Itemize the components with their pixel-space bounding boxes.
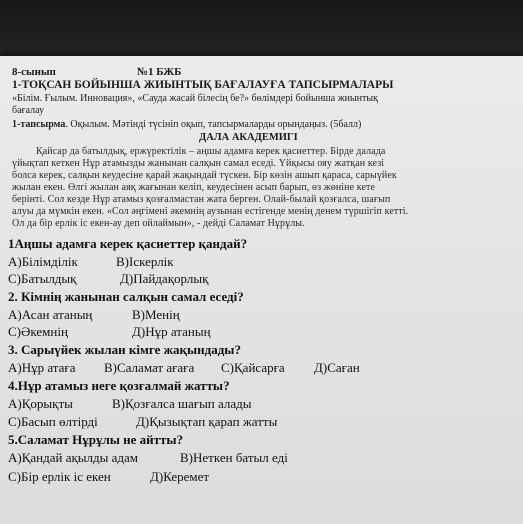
q3-option-b[interactable]: B)Саламат ағаға [104,360,195,375]
q4-option-c[interactable]: C)Басып өлтірді [8,414,98,429]
q5-option-c[interactable]: C)Бір ерлік іс екен [8,469,111,484]
q2-option-c[interactable]: C)Әкемнің [8,324,68,339]
q4-option-b[interactable]: B)Қозғалса шағып алады [112,396,252,411]
q1-option-a[interactable]: A)Білімділік [8,254,78,269]
story-line: берінті. Сол кезде Нұр атамыз қозғалмастан жата берген. Олай-былай қозғалса, шағып [12,194,391,205]
q4-option-a[interactable]: A)Қорықты [8,396,73,411]
q5-option-d[interactable]: Д)Керемет [150,469,210,484]
task1-label: 1-тапсырма [12,119,66,130]
sections-line-1: «Білім. Ғылым. Инновация», «Сауда жасай білесің бе?» бөлімдері бойынша жиынтық [12,93,378,104]
story-line: алуы да мүмкін екен. «Сол әңгімені әкемнің аузынан естігенде менің денем түршігіп кетті. [12,206,409,217]
grade-label: 8-сынып [12,66,56,78]
worksheet-paper [0,56,523,524]
q5-option-b[interactable]: B)Неткен батыл еді [180,450,288,465]
story-line: болса керек, салқын кеудесіне қарай жақындай түскен. Бір көзін ашып қараса, сарыүйек [12,170,397,181]
q5-option-a[interactable]: A)Қандай ақылды адам [8,450,138,465]
story-line: үйықтап кеткен Нұр атамызды жанынан салқын самал еседі. Үйқысы ояу жатқан кезі [12,158,385,169]
q2-option-d[interactable]: Д)Нұр атаның [132,324,211,339]
question-3: 3. Сарыүйек жылан кімге жақындады? [8,342,241,357]
task1-text: . Оқылым. Мәтінді түсініп оқып, тапсырмаларды орындаңыз. (5балл) [65,119,362,130]
dark-background-top [0,0,523,60]
q2-option-b[interactable]: B)Менің [132,307,180,322]
story-line: жылан екен. Өлгі жылан аяқ жағынан келіп, кеудесінен асып барып, өз жөніне кете [12,182,376,193]
story-title: ДАЛА АКАДЕМИГІ [199,132,298,143]
q1-option-b[interactable]: B)Іскерлік [116,254,174,269]
question-5: 5.Саламат Нұрұлы не айтты? [8,432,184,447]
page-title: 1-ТОҚСАН БОЙЫНША ЖИЫНТЫҚ БАҒАЛАУҒА ТАПСЫРМАЛАРЫ [12,79,394,91]
story-line: Қайсар да батылдық, ержүректілік – аңшы адамға керек қасиеттер. Бірде далада [36,146,386,157]
q3-option-d[interactable]: Д)Саған [314,360,360,375]
sections-line-2: бағалау [12,105,45,116]
q3-option-a[interactable]: A)Нұр атаға [8,360,76,375]
q3-option-c[interactable]: C)Қайсарға [221,360,285,375]
q1-option-c[interactable]: C)Батылдық [8,271,77,286]
story-line: Ол да бір ерлік іс екен-ау деп ойлаймын», - дейді Саламат Нұрұлы. [12,218,305,229]
test-number: №1 БЖБ [137,66,182,78]
q4-option-d[interactable]: Д)Қызықтап қарап жатты [136,414,278,429]
q2-option-a[interactable]: A)Асан атаның [8,307,93,322]
question-2: 2. Кімнің жанынан салқын самал еседі? [8,289,244,304]
task1-instruction [12,119,361,130]
question-4: 4.Нұр атамыз неге қозғалмай жатты? [8,378,230,393]
q1-option-d[interactable]: Д)Пайдақорлық [120,271,209,286]
question-1: 1Аңшы адамға керек қасиеттер қандай? [8,236,248,251]
